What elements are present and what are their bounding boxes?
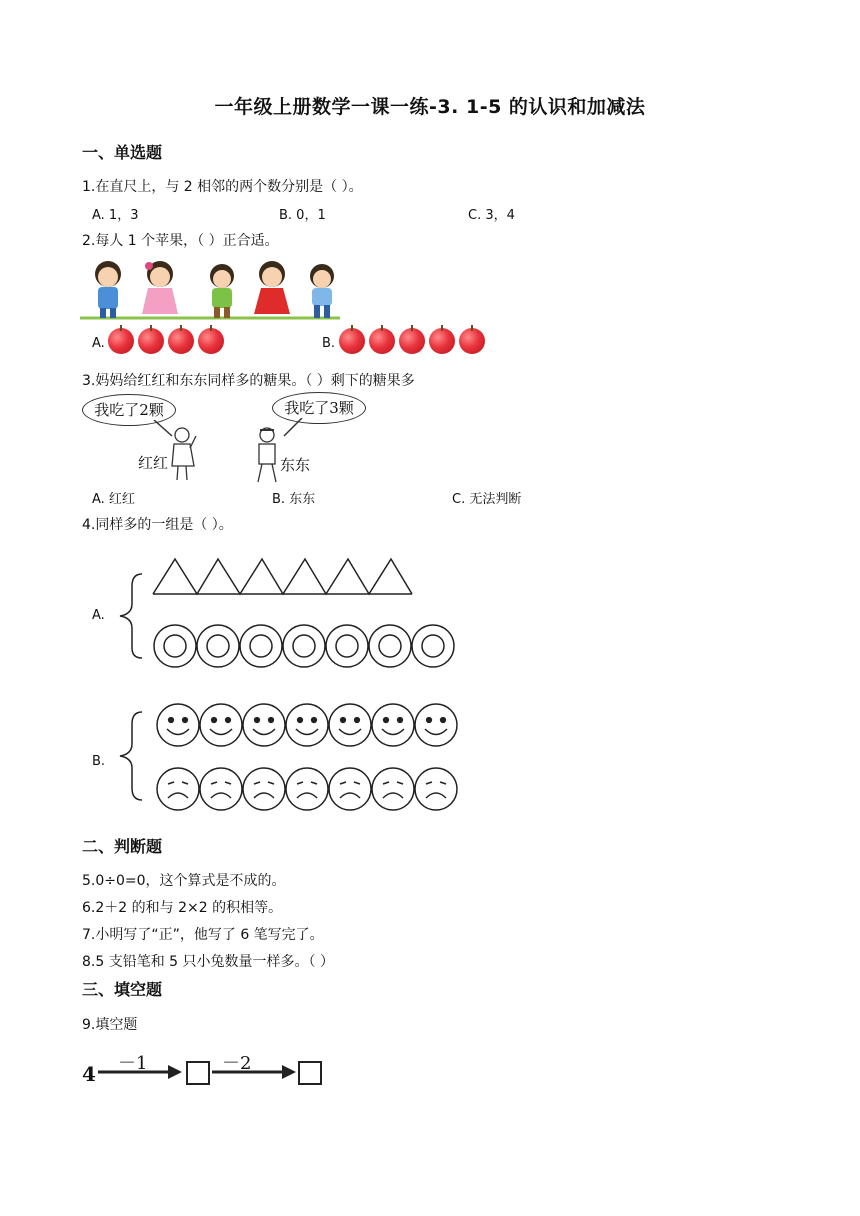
smiley-row [157, 704, 457, 746]
apple-icon [168, 328, 194, 354]
q2-option-a-apples [108, 328, 228, 358]
chain-op-2: －2 [222, 1053, 252, 1074]
speech-bubble-left: 我吃了2颗 [82, 394, 176, 426]
q4-option-a[interactable]: A. [92, 608, 105, 623]
name-hong: 红红 [138, 454, 169, 472]
q3-option-b[interactable]: B. 东东 [272, 492, 316, 507]
question-3: 3.妈妈给红红和东东同样多的糖果。（ ）剩下的糖果多 [82, 373, 415, 389]
q1-option-b[interactable]: B. 0，1 [279, 208, 326, 223]
name-dong: 东东 [280, 456, 311, 474]
brace-icon [120, 712, 142, 800]
boy-dong-icon [252, 426, 282, 488]
section-heading-single-choice: 一、单选题 [82, 143, 163, 162]
triangles-row [153, 559, 412, 594]
apple-icon [198, 328, 224, 354]
apple-icon [339, 328, 365, 354]
kid-4-icon [254, 261, 290, 314]
question-2: 2.每人 1 个苹果，（ ）正合适。 [82, 233, 279, 249]
kids-illustration [80, 258, 340, 320]
kid-1-icon [95, 261, 121, 318]
q4-option-a-figure [112, 556, 472, 674]
answer-box-2[interactable] [298, 1061, 322, 1085]
brace-icon [120, 574, 142, 658]
chain-start-number: 4 [82, 1062, 96, 1086]
apple-icon [108, 328, 134, 354]
kid-3-icon [210, 264, 234, 318]
question-9: 9.填空题 [82, 1017, 138, 1033]
section-heading-fill-blank: 三、填空题 [82, 980, 163, 999]
chain-op-1: －1 [118, 1053, 148, 1074]
apple-icon [399, 328, 425, 354]
q3-option-c[interactable]: C. 无法判断 [452, 492, 522, 507]
q2-option-b[interactable]: B. [322, 336, 336, 351]
apple-icon [429, 328, 455, 354]
kid-2-icon [142, 261, 178, 314]
q1-option-a[interactable]: A. 1，3 [92, 208, 139, 223]
q4-option-b[interactable]: B. [92, 754, 106, 769]
speech-bubble-right: 我吃了3颗 [272, 392, 366, 424]
arrow-icon [212, 1062, 298, 1082]
girl-hong-icon [168, 426, 198, 486]
question-4: 4.同样多的一组是（ ）。 [82, 517, 233, 533]
q2-option-b-apples [339, 328, 491, 358]
q2-option-a[interactable]: A. [92, 336, 105, 351]
arrow-icon [98, 1062, 184, 1082]
apple-icon [138, 328, 164, 354]
question-6: 6.2＋2 的和与 2×2 的积相等。 [82, 900, 283, 916]
question-7: 7.小明写了“正”，他写了 6 笔写完了。 [82, 927, 324, 943]
section-heading-true-false: 二、判断题 [82, 837, 163, 856]
rings-row [154, 625, 454, 667]
question-5: 5.0÷0=0，这个算式是不成的。 [82, 873, 286, 889]
q3-option-a[interactable]: A. 红红 [92, 492, 135, 507]
kid-5-icon [310, 264, 334, 318]
q1-option-c[interactable]: C. 3，4 [468, 208, 515, 223]
apple-icon [459, 328, 485, 354]
page-title: 一年级上册数学一课一练-3. 1-5 的认识和加减法 [214, 96, 646, 118]
answer-box-1[interactable] [186, 1061, 210, 1085]
apple-icon [369, 328, 395, 354]
frowny-row [157, 768, 457, 810]
bubble-tail-right [280, 418, 310, 440]
q4-option-b-figure [112, 700, 472, 814]
question-1: 1.在直尺上，与 2 相邻的两个数分别是（ ）。 [82, 179, 363, 195]
question-8: 8.5 支铅笔和 5 只小兔数量一样多。（ ） [82, 954, 334, 970]
